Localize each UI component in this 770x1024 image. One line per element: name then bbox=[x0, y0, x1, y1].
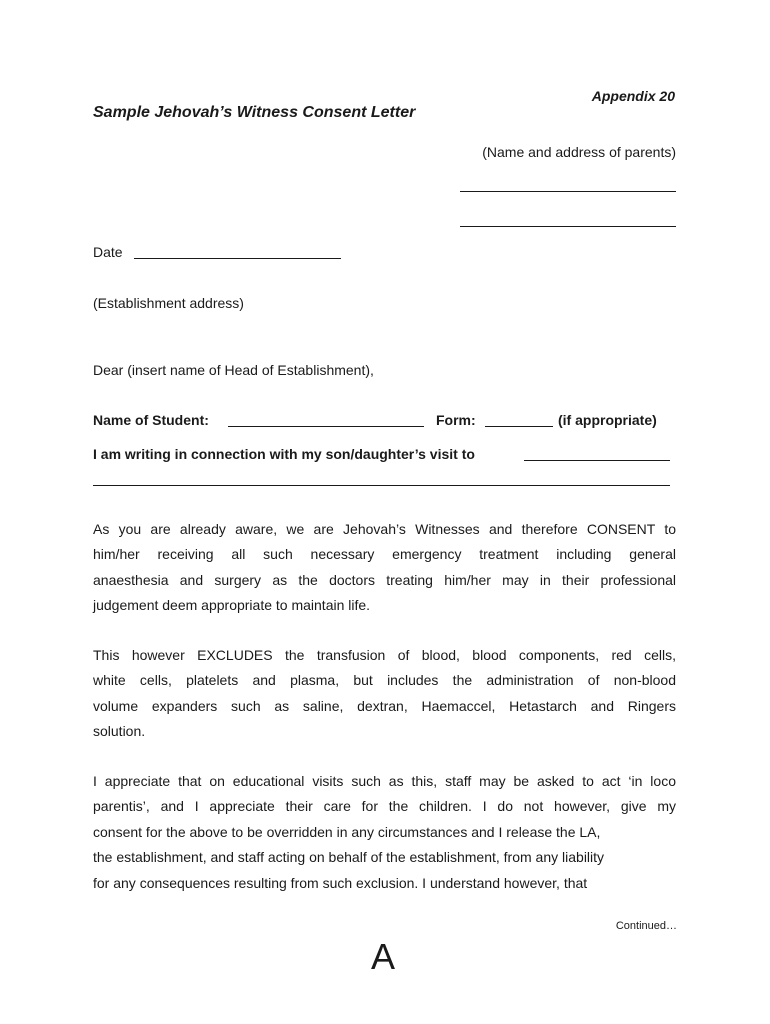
paragraph-line: him/her receiving all such necessary emergency treatment including general bbox=[93, 546, 676, 563]
visit-label: I am writing in connection with my son/daughter’s visit to bbox=[93, 446, 475, 462]
visit-field-line-1[interactable] bbox=[524, 460, 670, 461]
appendix-label: Appendix 20 bbox=[591, 88, 675, 104]
liability-paragraph bbox=[93, 769, 676, 896]
exclusion-paragraph bbox=[93, 643, 676, 745]
date-label: Date bbox=[93, 244, 123, 260]
salutation: Dear (insert name of Head of Establishment), bbox=[93, 362, 374, 378]
paragraph-line: anaesthesia and surgery as the doctors treating him/her may in their professional bbox=[93, 571, 676, 588]
parents-address-line-2[interactable] bbox=[460, 226, 676, 227]
continued-note: Continued… bbox=[615, 920, 677, 932]
paragraph-line: parentis’, and I appreciate their care for the children. I do not however, give my bbox=[93, 798, 676, 815]
parents-address-label: (Name and address of parents) bbox=[482, 144, 676, 160]
form-note: (if appropriate) bbox=[558, 412, 657, 428]
date-field-line[interactable] bbox=[134, 258, 341, 259]
paragraph-line: the establishment, and staff acting on behalf of the establishment, from any liability bbox=[93, 849, 605, 866]
paragraph-line: I appreciate that on educational visits such as this, staff may be asked to act ‘in loco bbox=[93, 773, 676, 789]
paragraph-line: volume expanders such as saline, dextran, Haemaccel, Hetastarch and Ringers bbox=[93, 697, 676, 714]
paragraph-line: As you are already aware, we are Jehovah’s Witnesses and therefore CONSENT to bbox=[93, 521, 676, 537]
paragraph-line: white cells, platelets and plasma, but includes the administration of non-blood bbox=[93, 672, 676, 689]
document-title: Sample Jehovah’s Witness Consent Letter bbox=[93, 104, 416, 121]
consent-paragraph bbox=[93, 517, 676, 619]
student-name-label: Name of Student: bbox=[93, 412, 209, 428]
student-name-line[interactable] bbox=[228, 426, 424, 427]
paragraph-line: This however EXCLUDES the transfusion of blood, blood components, red cells, bbox=[93, 647, 676, 663]
establishment-address-label: (Establishment address) bbox=[93, 295, 244, 311]
paragraph-line: for any consequences resulting from such exclusion. I understand however, that bbox=[93, 874, 588, 891]
page-mark: A bbox=[371, 936, 396, 977]
paragraph-line: solution. bbox=[93, 723, 146, 740]
parents-address-line-1[interactable] bbox=[460, 191, 676, 192]
paragraph-line: judgement deem appropriate to maintain life. bbox=[93, 597, 371, 614]
form-field-line[interactable] bbox=[485, 426, 553, 427]
form-label: Form: bbox=[436, 412, 476, 428]
visit-field-line-2[interactable] bbox=[93, 485, 670, 486]
paragraph-line: consent for the above to be overridden in any circumstances and I release the LA, bbox=[93, 823, 601, 840]
